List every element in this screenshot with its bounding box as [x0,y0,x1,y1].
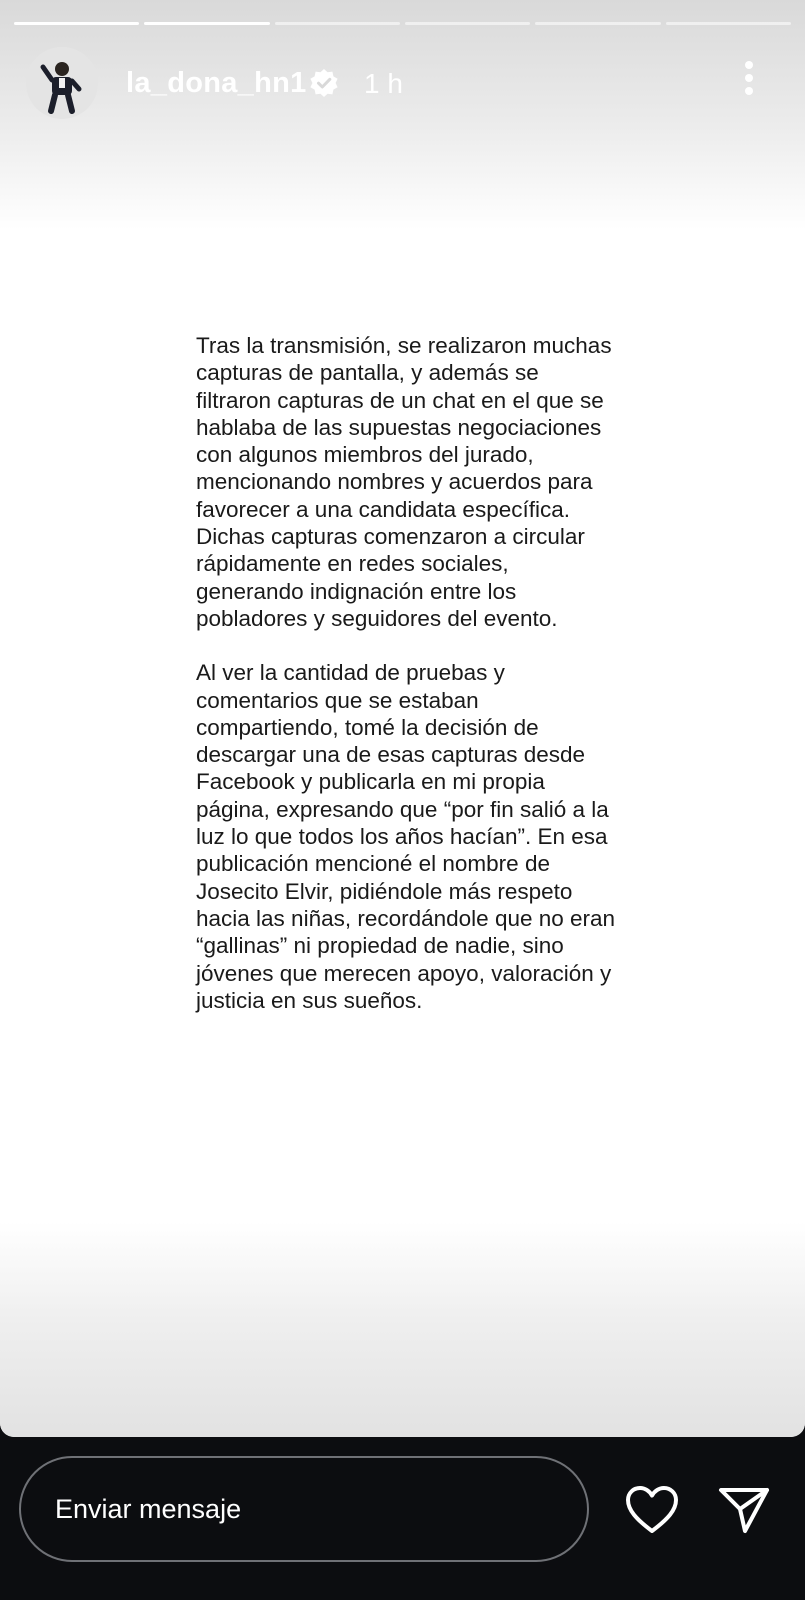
paragraph: Tras la transmisión, se realizaron muchas capturas de pantalla, y además se filtraron capturas de un chat en el que se hablaba de las supuestas negociaciones con algunos miembros del jurado, mencionando nombres y acuerdos para favorecer a una candidata específica. Dichas capturas comenzaron a circular rápidamente en redes sociales, generando indignación entre los pobladores y seguidores del evento. [196,333,612,631]
username[interactable]: la_dona_hn1 [126,67,307,99]
progress-segment [144,22,269,25]
post-time: 1 h [364,68,403,99]
story-header [26,47,786,119]
progress-segment [275,22,400,25]
progress-segment [535,22,660,25]
story-progress-bar [14,22,791,26]
progress-segment [14,22,139,25]
progress-segment [405,22,530,25]
story-text [196,332,616,1041]
message-input[interactable] [19,1456,589,1562]
progress-segment [666,22,791,25]
heart-icon[interactable] [624,1484,680,1536]
paragraph: Al ver la cantidad de pruebas y comentarios que se estaban compartiendo, tomé la decisión de descargar una de esas capturas desde Facebook y publicarla en mi propia página, expresando que “por fin salió a la luz lo que todos los años hacían”. En esa publicación mencioné el nombre de Josecito Elvir, pidiéndole más respeto hacia las niñas, recordándole que no eran “gallinas” ni propiedad de nadie, sino jóvenes que merecen apoyo, valoración y justicia en sus sueños. [196,660,616,1013]
message-placeholder: Enviar mensaje [55,1494,242,1524]
bottom-gradient [0,1222,805,1437]
send-icon[interactable] [716,1484,772,1536]
more-options-icon[interactable] [742,61,756,105]
avatar[interactable] [26,47,98,119]
verified-badge-icon [309,68,339,98]
